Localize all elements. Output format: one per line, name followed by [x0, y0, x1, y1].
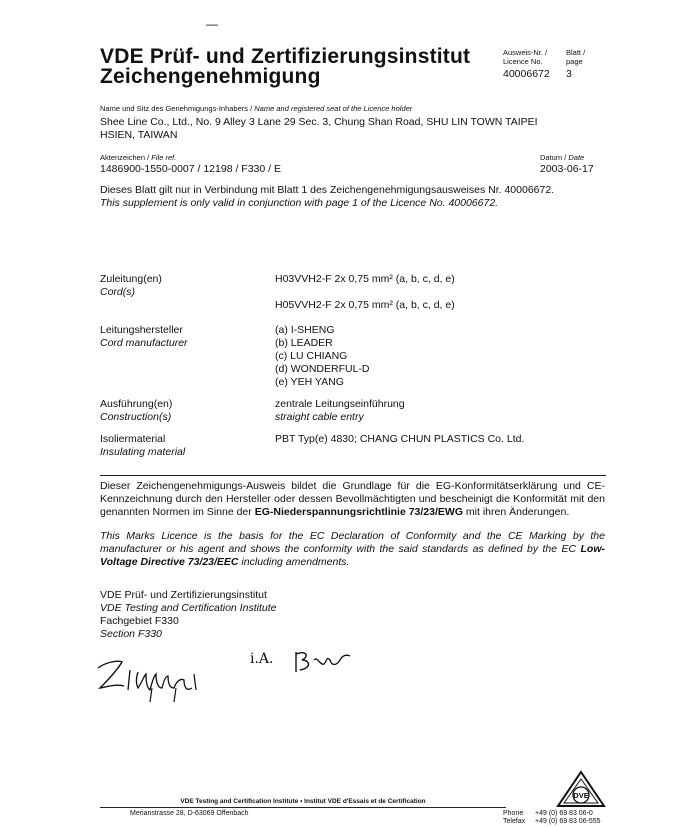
date-label [540, 153, 584, 162]
holder-label-de: Name und Sitz des Genehmigungs-Inhabers / [100, 104, 253, 113]
date-value: 2003-06-17 [540, 163, 594, 175]
file-ref-label-en: File ref. [151, 153, 177, 162]
cord-value-2: H05VVH2-F 2x 0,75 mm² (a, b, c, d, e) [275, 299, 455, 311]
declaration-de-text: Dieser Zeichengenehmigungs-Ausweis bildet die Grundlage für die EG-Konformitätserklärung und CE-Kennzeichnung durch den Hersteller oder dessen Bevollmächtigten und bescheinigt die Konformität mit den genannten Normen im Sinne der [100, 480, 605, 518]
signature-right [292, 646, 362, 676]
cords-label-de: Zuleitung(en) [100, 273, 162, 285]
insulating-label-en: Insulating material [100, 446, 186, 458]
file-ref-label [100, 153, 176, 162]
document-title: VDE Prüf- und Zertifizierungsinstitut [100, 45, 471, 68]
date-label-de: Datum / [540, 153, 567, 162]
declaration-en-text: This Marks Licence is the basis for the EC Declaration of Conformity and the CE Marking by the manufacturer or his agent and shows the conformity with the said standards as defined by the EC [100, 530, 605, 555]
supplement-de: Dieses Blatt gilt nur in Verbindung mit Blatt 1 des Zeichengenehmigungsausweises Nr. 40006672. [100, 184, 555, 196]
file-ref-value: 1486900-1550-0007 / 12198 / F330 / E [100, 163, 281, 175]
holder-line-2: HSIEN, TAIWAN [100, 129, 178, 141]
footer-tagline: VDE Testing and Certification Institute • Institut VDE d'Essais et de Certification [180, 798, 426, 805]
date-label-en: Date [568, 153, 585, 162]
licence-number: 40006672 [503, 68, 550, 80]
footer-phone-label: Phone [503, 810, 524, 817]
divider [100, 475, 606, 476]
vde-logo-text: DVE [573, 791, 589, 800]
declaration-de [100, 480, 605, 519]
directive-de: EG-Niederspannungsrichtlinie 73/23/EWG [254, 506, 463, 518]
cords-label-en: Cord(s) [100, 286, 136, 298]
insulating-label-de: Isoliermaterial [100, 433, 166, 445]
manufacturer-item: (c) LU CHIANG [275, 350, 348, 362]
manufacturer-label-en: Cord manufacturer [100, 337, 188, 349]
construction-label-de: Ausführung(en) [100, 398, 173, 410]
manufacturer-item: (b) LEADER [275, 337, 333, 349]
construction-label-en: Construction(s) [100, 411, 172, 423]
issuer-line-3: Fachgebiet F330 [100, 615, 179, 627]
issuer-line-4: Section F330 [100, 628, 162, 640]
directive-en: Low-Voltage Directive 73/23/EEC [100, 543, 605, 568]
vde-logo-icon [556, 770, 606, 808]
holder-label-en: Name and registered seat of the Licence holder [254, 104, 413, 113]
cord-value-1: H03VVH2-F 2x 0,75 mm² (a, b, c, d, e) [275, 273, 455, 285]
licence-label-de: Ausweis-Nr. / [503, 48, 548, 57]
construction-value-de: zentrale Leitungseinführung [275, 398, 405, 410]
signature-left [92, 648, 212, 706]
page-label-de: Blatt / [566, 48, 586, 57]
manufacturer-item: (a) I-SHENG [275, 324, 335, 336]
holder-line-1: Shee Line Co., Ltd., No. 9 Alley 3 Lane 29 Sec. 3, Chung Shan Road, SHU LIN TOWN TAIPEI [100, 116, 538, 128]
document-subtitle: Zeichengenehmigung [100, 65, 321, 88]
licence-label-en: Licence No. [503, 57, 543, 66]
top-mark: — [206, 17, 218, 31]
footer-address: Merianstrasse 28, D-63069 Offenbach [130, 810, 249, 817]
manufacturer-item: (d) WONDERFUL-D [275, 363, 370, 375]
construction-value-en: straight cable entry [275, 411, 364, 423]
declaration-en-text-end: including amendments. [238, 556, 350, 568]
manufacturer-label-de: Leitungshersteller [100, 324, 183, 336]
footer-phone: +49 (0) 69 83 06-0 [535, 810, 593, 817]
declaration-de-text-end: mit ihren Änderungen. [463, 506, 570, 518]
declaration-en [100, 530, 605, 569]
page-label-en: page [566, 57, 583, 66]
file-ref-label-de: Aktenzeichen / [100, 153, 150, 162]
signature-prefix: i.A. [250, 651, 274, 667]
supplement-en: This supplement is only valid in conjunction with page 1 of the Licence No. 40006672. [100, 197, 499, 209]
footer-fax: +49 (0) 69 83 06-555 [535, 818, 601, 825]
holder-label [100, 104, 412, 113]
insulating-value: PBT Typ(e) 4830; CHANG CHUN PLASTICS Co. Ltd. [275, 433, 525, 445]
manufacturer-item: (e) YEH YANG [275, 376, 344, 388]
issuer-line-1: VDE Prüf- und Zertifizierungsinstitut [100, 589, 267, 601]
issuer-line-2: VDE Testing and Certification Institute [100, 602, 277, 614]
footer-fax-label: Telefax [503, 818, 526, 825]
page-number: 3 [566, 68, 572, 80]
footer-rule [100, 807, 506, 808]
